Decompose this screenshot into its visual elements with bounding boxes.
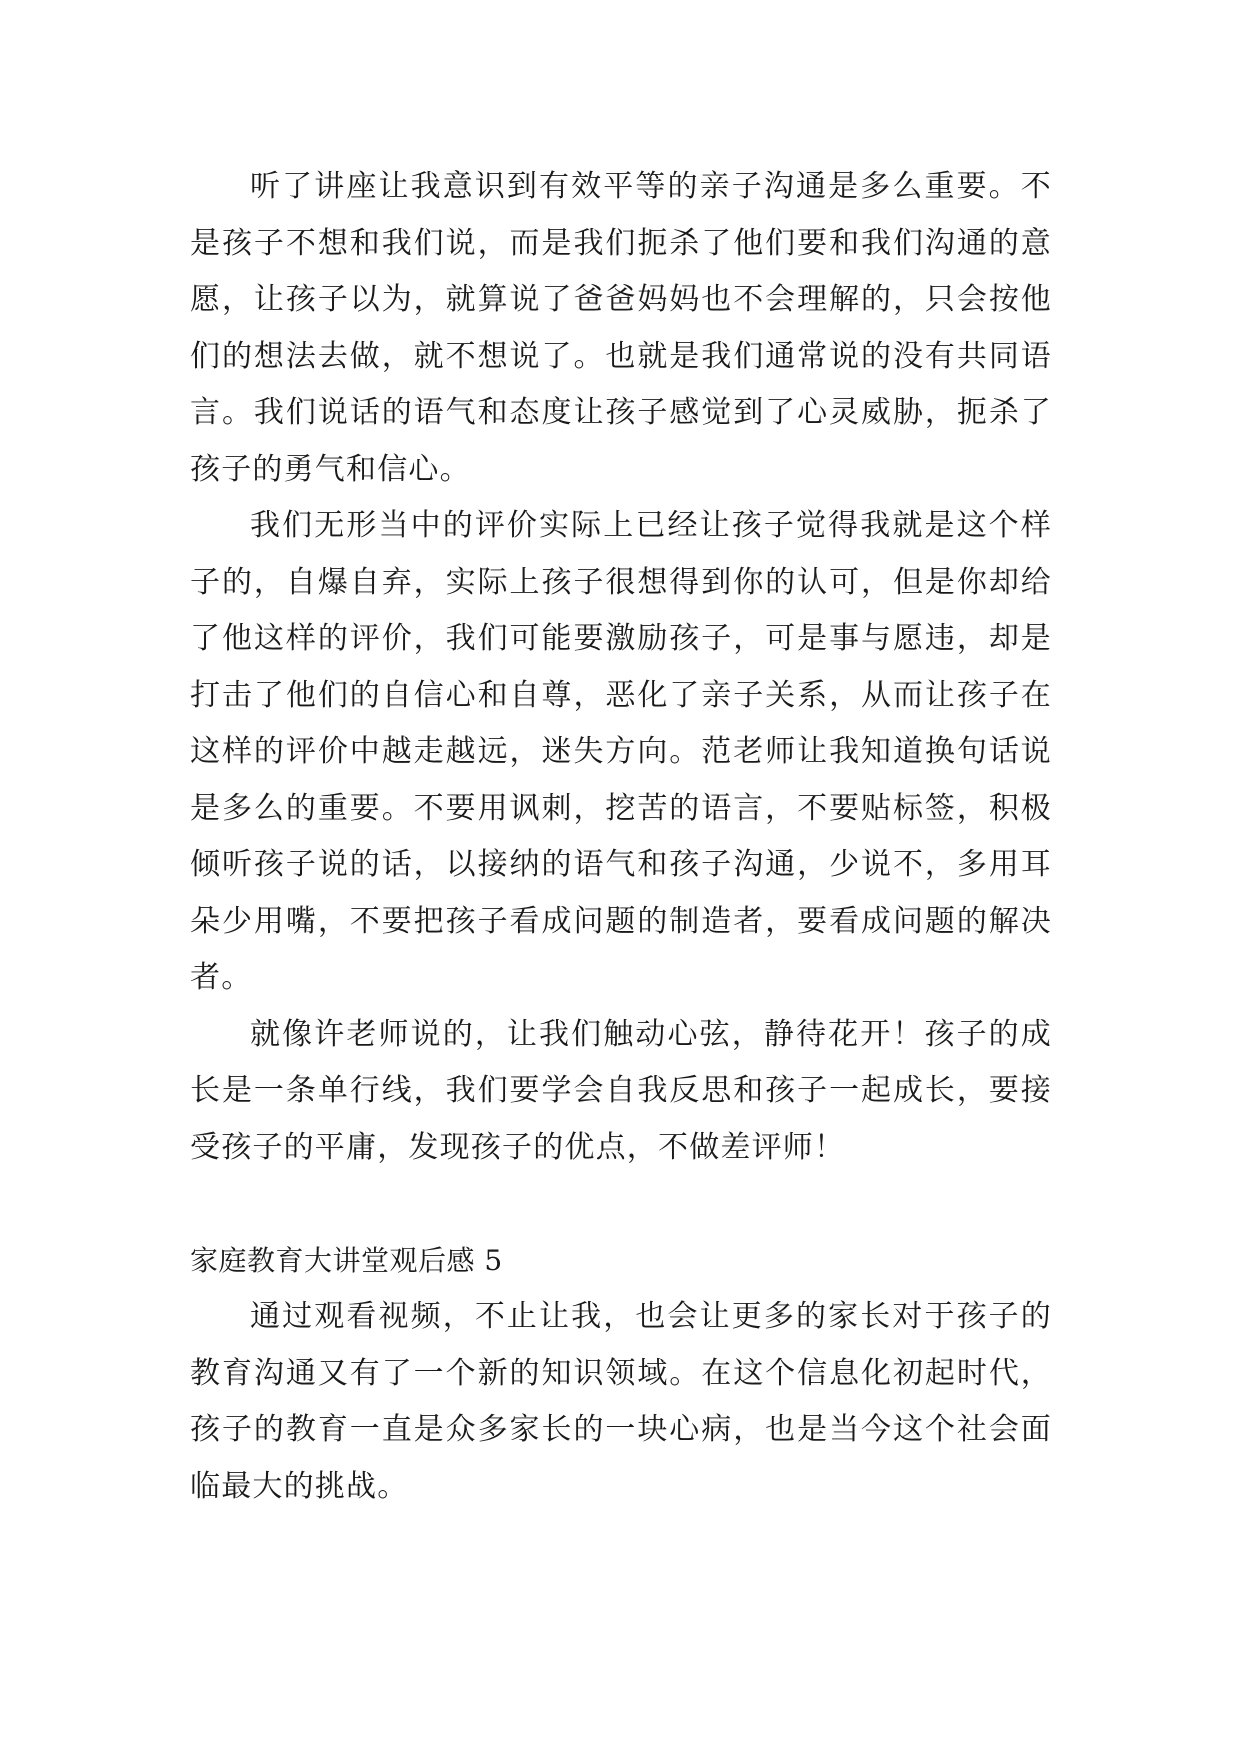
section-spacer — [190, 1176, 1052, 1233]
paragraph-evaluation: 我们无形当中的评价实际上已经让孩子觉得我就是这个样子的，自爆自弃，实际上孩子很想得到你的认可，但是你却给了他这样的评价，我们可能要激励孩子，可是事与愿违，却是打击了他们的自信心和自尊，恶化了亲子关系，从而让孩子在这样的评价中越走越远，迷失方向。范老师让我知道换句话说是多么的重要。不要用讽刺，挖苦的语言，不要贴标签，积极倾听孩子说的话，以接纳的语气和孩子沟通，少说不，多用耳朵少用嘴，不要把孩子看成问题的制造者，要看成问题的解决者。 — [190, 508, 1052, 995]
paragraph-growth: 就像许老师说的，让我们触动心弦，静待花开！孩子的成长是一条单行线，我们要学会自我反思和孩子一起成长，要接受孩子的平庸，发现孩子的优点，不做差评师！ — [190, 1016, 1052, 1165]
section-heading: 家庭教育大讲堂观后感 5 — [190, 1243, 503, 1277]
document-body — [190, 159, 1052, 1515]
paragraph-video: 通过观看视频，不止让我，也会让更多的家长对于孩子的教育沟通又有了一个新的知识领域。在这个信息化初起时代，孩子的教育一直是众多家长的一块心病，也是当今这个社会面临最大的挑战。 — [190, 1299, 1052, 1504]
paragraph-communication: 听了讲座让我意识到有效平等的亲子沟通是多么重要。不是孩子不想和我们说，而是我们扼杀了他们要和我们沟通的意愿，让孩子以为，就算说了爸爸妈妈也不会理解的，只会按他们的想法去做，就不想说了。也就是我们通常说的没有共同语言。我们说话的语气和态度让孩子感觉到了心灵威胁，扼杀了孩子的勇气和信心。 — [190, 169, 1052, 487]
